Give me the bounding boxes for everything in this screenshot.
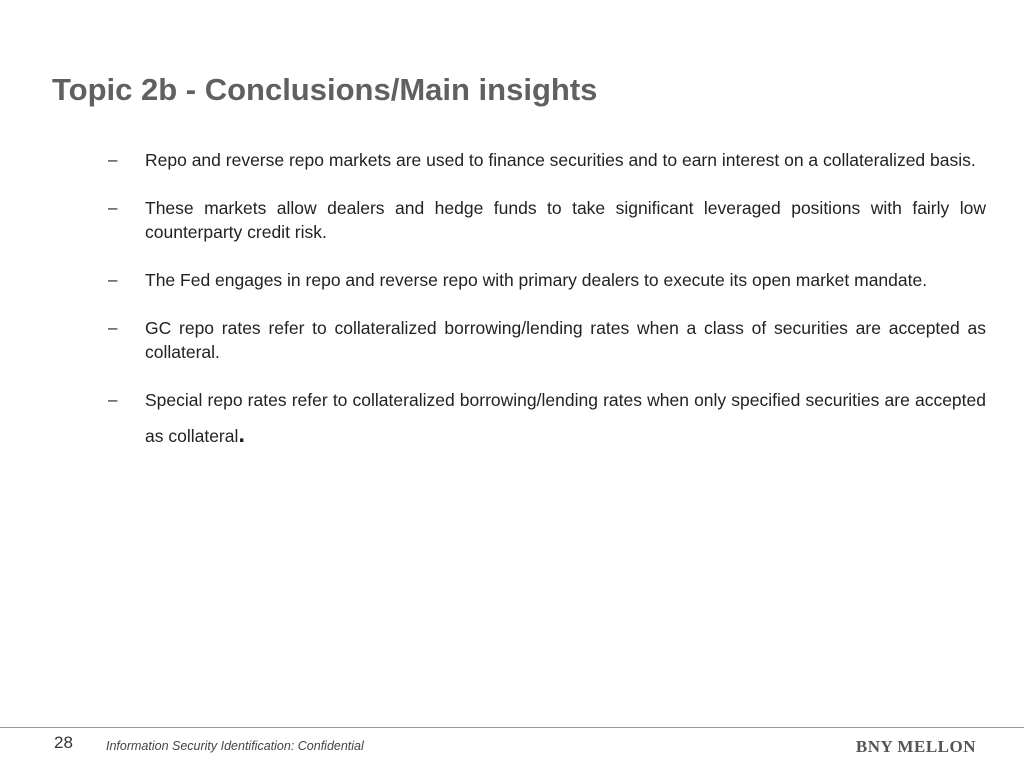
dash-bullet-icon: – xyxy=(108,198,118,217)
footer-divider xyxy=(0,727,1024,728)
classification-label: Information Security Identification: Confidential xyxy=(106,739,364,753)
bullet-period: . xyxy=(238,421,246,448)
bullet-text: GC repo rates refer to collateralized borrowing/lending rates when a class of securities are accepted as collateral. xyxy=(145,318,986,362)
bullet-text: Repo and reverse repo markets are used to finance securities and to earn interest on a collateralized basis. xyxy=(145,150,976,170)
bny-mellon-logo: BNY MELLON xyxy=(855,737,976,756)
bullet-item xyxy=(100,196,986,244)
bullet-text: These markets allow dealers and hedge funds to take significant leveraged positions with fairly low counterparty credit risk. xyxy=(145,198,986,242)
dash-bullet-icon: – xyxy=(108,150,118,169)
bullet-item xyxy=(100,316,986,364)
dash-bullet-icon: – xyxy=(108,270,118,289)
dash-bullet-icon: – xyxy=(108,318,118,337)
bullet-item xyxy=(100,148,986,172)
bullet-text: Special repo rates refer to collateralized borrowing/lending rates when only specified securities are accepted as collateral xyxy=(145,390,986,446)
page-number: 28 xyxy=(54,733,73,752)
dash-bullet-icon: – xyxy=(108,390,118,409)
bullet-item xyxy=(100,382,986,454)
bullet-list xyxy=(100,148,986,478)
bullet-item xyxy=(100,268,986,292)
slide-title: Topic 2b - Conclusions/Main insights xyxy=(52,72,598,107)
bullet-text: The Fed engages in repo and reverse repo with primary dealers to execute its open market mandate. xyxy=(145,270,928,290)
